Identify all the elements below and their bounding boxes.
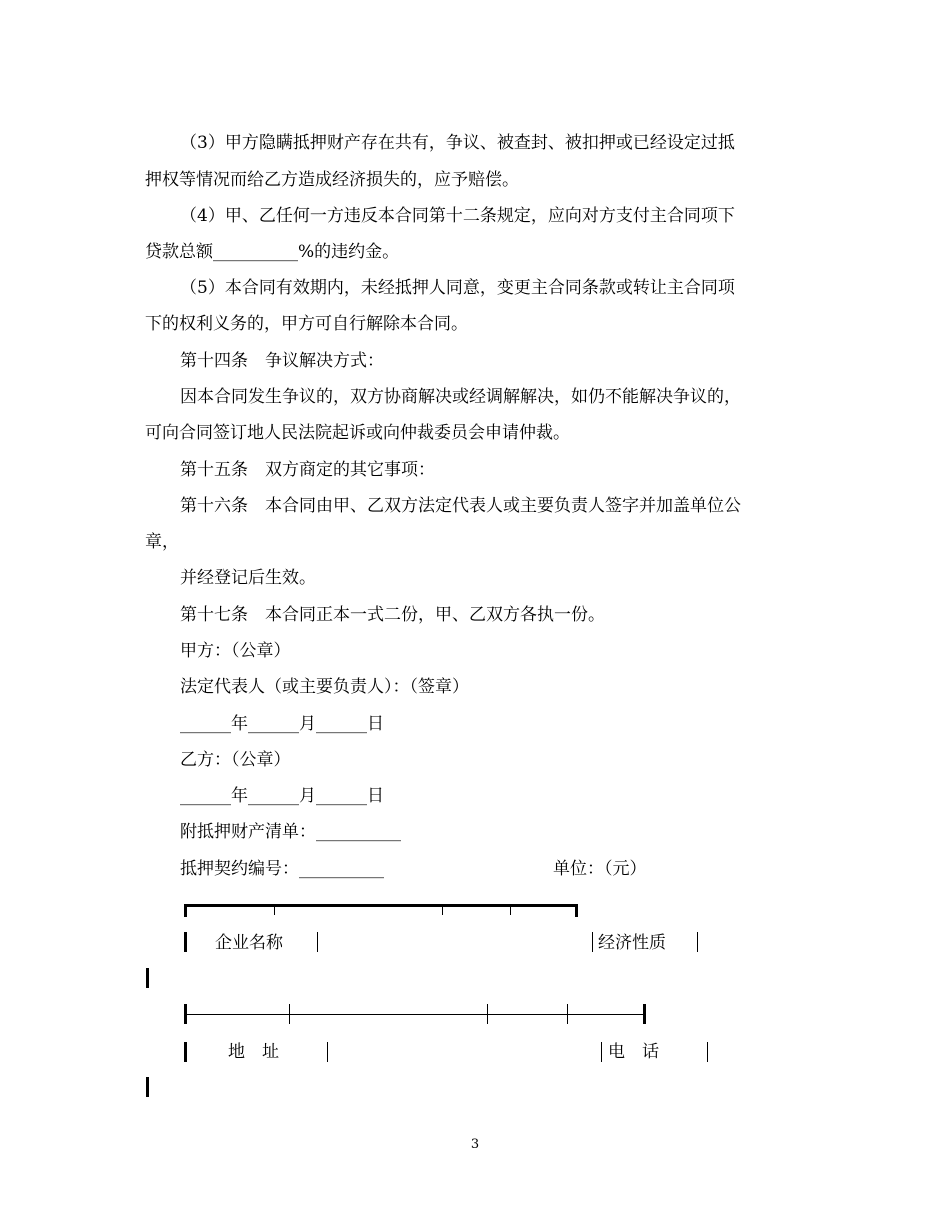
table-rule: [707, 1042, 708, 1062]
company-name-label: 企业名称: [215, 933, 283, 953]
phone-label: 电 话: [608, 1042, 659, 1062]
paragraph-line: 并经登记后生效。: [180, 568, 316, 588]
paragraph-line: 可向合同签订地人民法院起诉或向仲裁委员会申请仲裁。: [145, 423, 570, 443]
economic-nature-label: 经济性质: [598, 933, 666, 953]
paragraph-line: 因本合同发生争议的，双方协商解决或经调解解决，如仍不能解决争议的，: [180, 387, 741, 407]
date-line: ______年______月______日: [180, 786, 384, 806]
paragraph-line: 押权等情况而给乙方造成经济损失的，应予赔偿。: [145, 170, 519, 190]
paragraph-line: （4）甲、乙任何一方违反本合同第十二条规定，应向对方支付主合同项下: [180, 206, 735, 226]
table-rule: [487, 1004, 488, 1024]
table-rule: [442, 904, 443, 915]
article-heading: 第十四条 争议解决方式：: [180, 351, 384, 371]
table-rule: [643, 1004, 646, 1024]
table-rule: [510, 904, 511, 915]
table-rule: [317, 932, 318, 952]
page-number: 3: [470, 1137, 480, 1152]
table-rule: [289, 1004, 290, 1024]
table-rule: [575, 904, 578, 917]
table-rule: [184, 904, 187, 917]
article-heading: 第十五条 双方商定的其它事项：: [180, 460, 435, 480]
table-rule: [274, 904, 275, 915]
table-rule: [146, 968, 149, 988]
table-rule: [697, 932, 698, 952]
table-rule: [184, 1014, 646, 1015]
party-a-seal-line: 甲方：（公章）: [180, 641, 291, 661]
table-rule: [327, 1042, 328, 1062]
property-list-line: 附抵押财产清单：__________: [180, 822, 401, 842]
table-rule: [601, 1042, 602, 1062]
contract-number-line: 抵押契约编号：__________: [180, 859, 384, 879]
party-b-seal-line: 乙方：（公章）: [180, 750, 291, 770]
paragraph-line: 章，: [145, 532, 179, 552]
paragraph-line: （5）本合同有效期内，未经抵押人同意，变更主合同条款或转让主合同项: [180, 278, 735, 298]
table-rule: [567, 1004, 568, 1024]
table-rule: [146, 1077, 149, 1097]
date-line: ______年______月______日: [180, 714, 384, 734]
paragraph-line: 下的权利义务的，甲方可自行解除本合同。: [145, 314, 468, 334]
address-label: 地 址: [228, 1042, 279, 1062]
unit-label: 单位：（元）: [553, 859, 647, 879]
table-rule: [184, 1042, 187, 1062]
paragraph-line: （3）甲方隐瞒抵押财产存在共有，争议、被查封、被扣押或已经设定过抵: [180, 133, 735, 153]
table-rule: [592, 932, 593, 952]
table-rule: [184, 904, 578, 907]
paragraph-line: 贷款总额__________%的违约金。: [145, 242, 400, 262]
table-rule: [184, 932, 187, 952]
paragraph-line: 第十七条 本合同正本一式二份，甲、乙双方各执一份。: [180, 605, 605, 625]
paragraph-line: 第十六条 本合同由甲、乙双方法定代表人或主要负责人签字并加盖单位公: [180, 496, 741, 516]
legal-representative-line: 法定代表人（或主要负责人）：（签章）: [180, 677, 469, 697]
